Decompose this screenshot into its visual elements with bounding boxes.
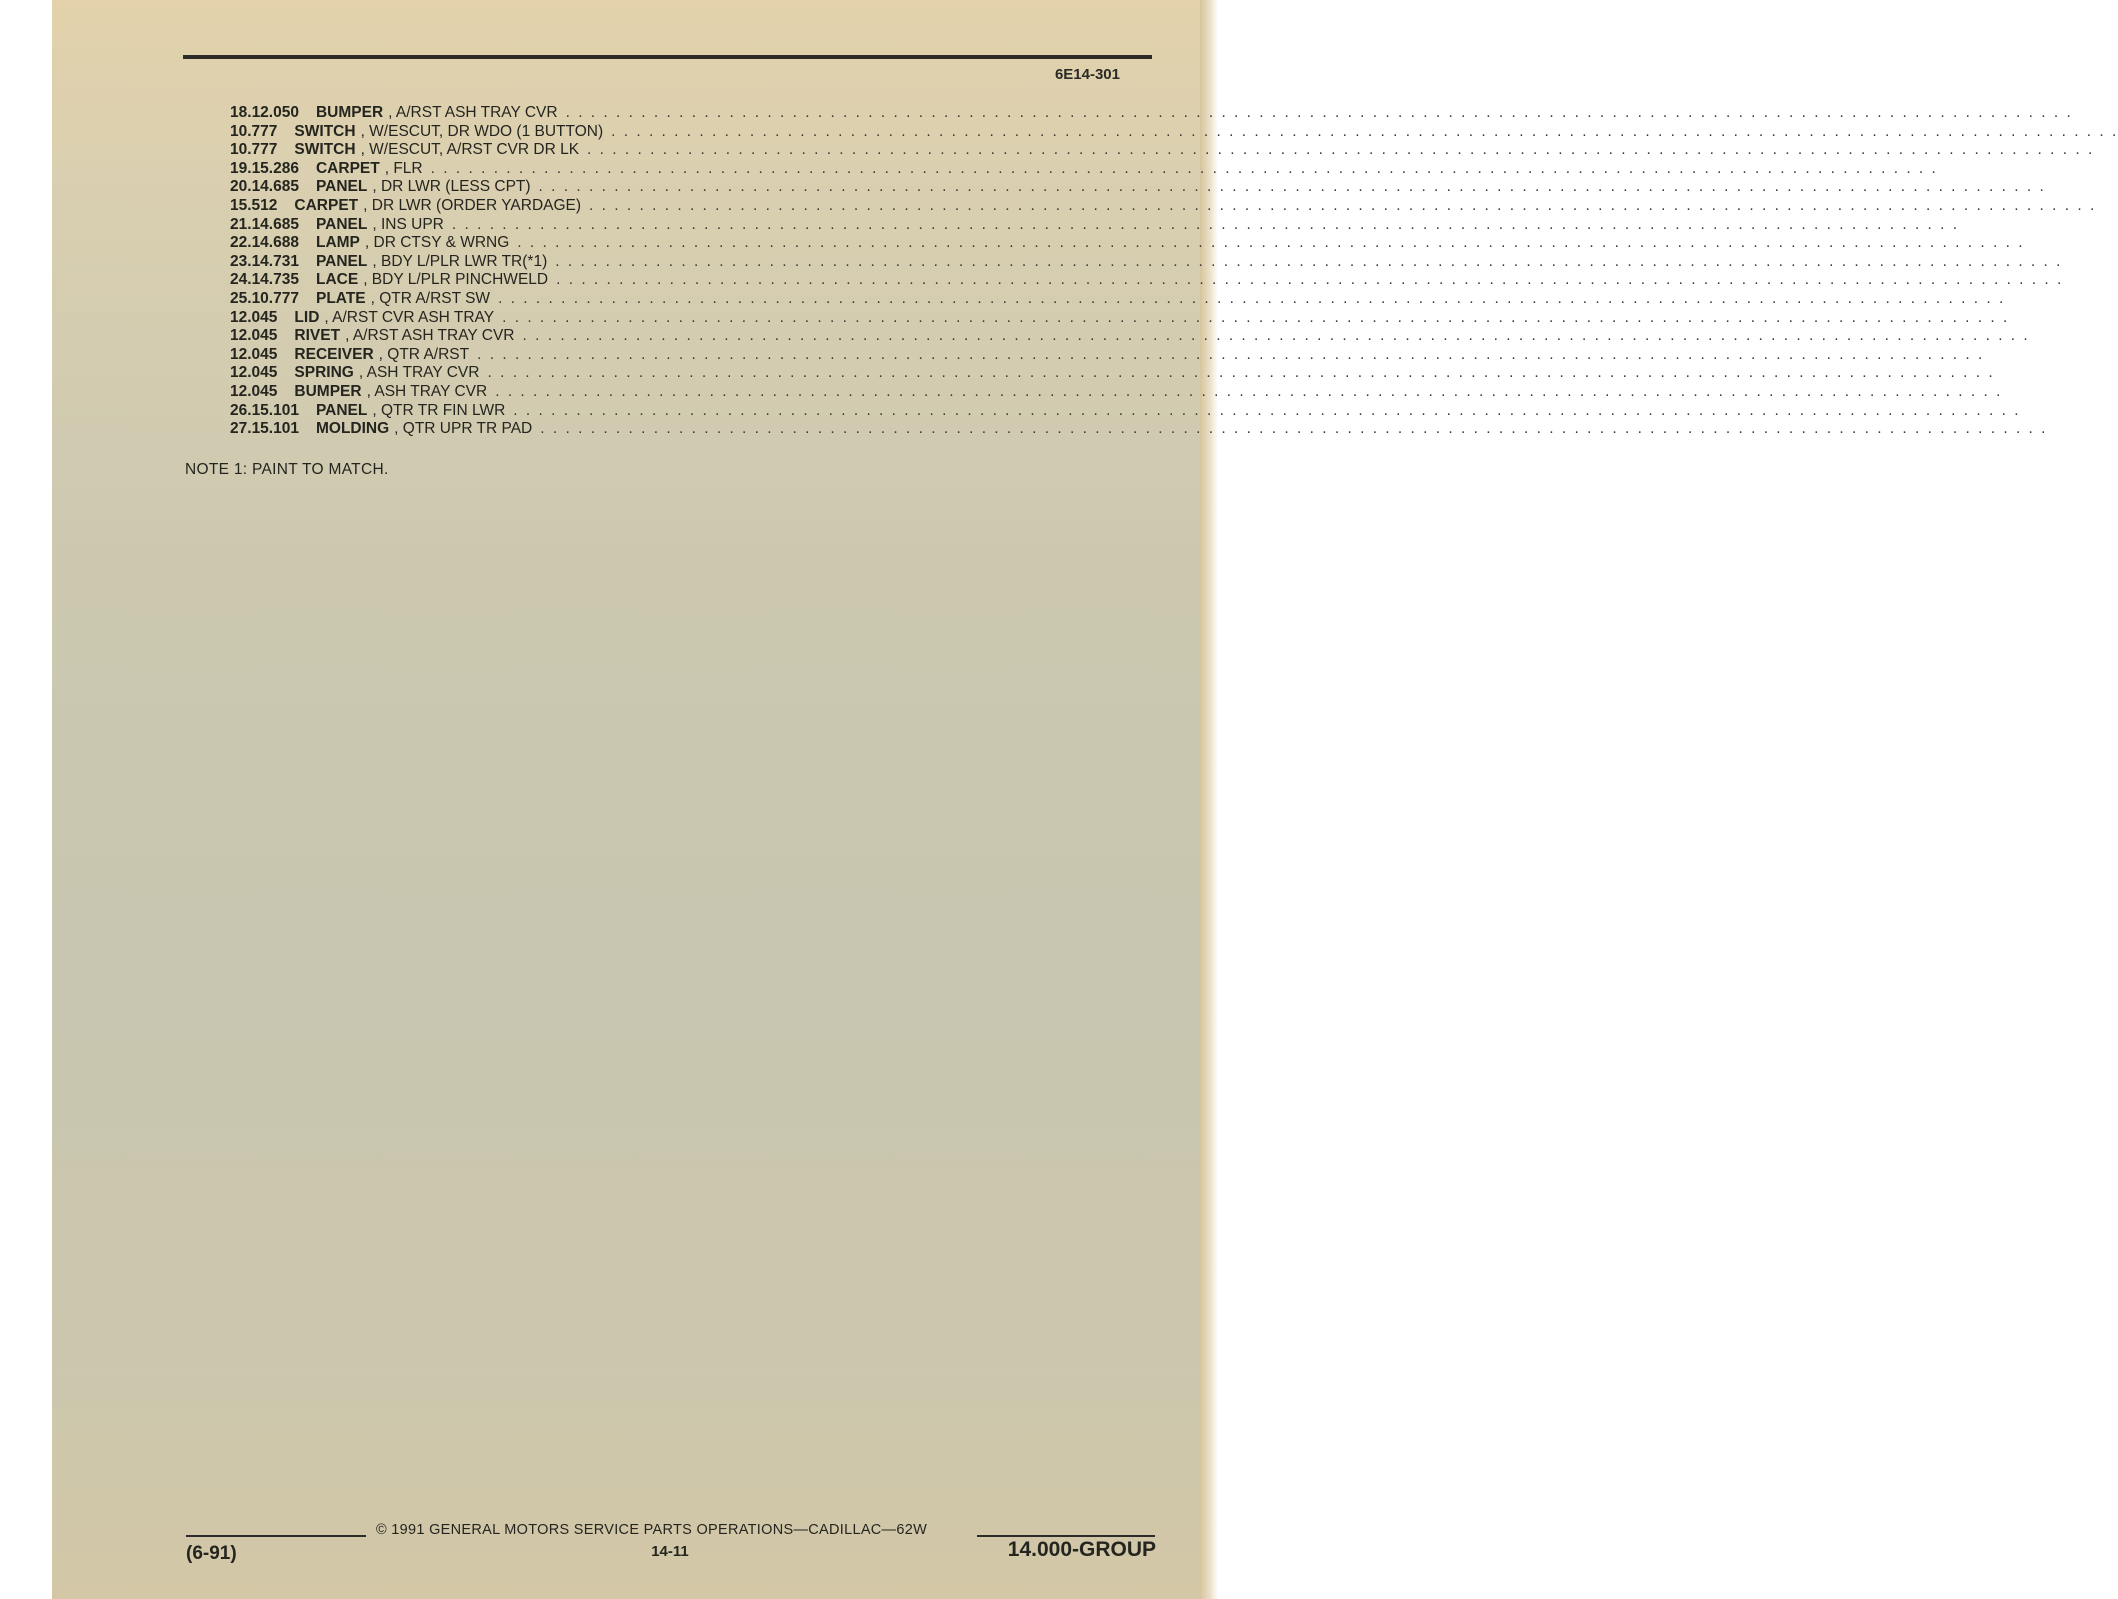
part-number: 22.: [230, 234, 252, 252]
part-row: [230, 289, 2006, 309]
part-row: [230, 308, 2010, 328]
page-code: 6E14-301: [1054, 66, 1120, 83]
part-number: 27.: [230, 420, 252, 438]
part-description: , ASH TRAY CVR: [366, 382, 488, 400]
page-number: 14-11: [651, 1543, 689, 1560]
part-row: [230, 215, 1960, 235]
part-name: RECEIVER: [294, 345, 374, 363]
part-number: 20.: [230, 178, 252, 196]
part-code: 15.101: [251, 401, 299, 419]
date-code: (6-91): [186, 1543, 237, 1564]
part-row: [230, 420, 2048, 439]
part-code: 15.512: [230, 196, 278, 214]
part-description: , BDY L/PLR PINCHWELD: [363, 271, 549, 289]
part-description: , A/RST ASH TRAY CVR: [388, 104, 558, 121]
part-row: [230, 327, 2030, 346]
dot-leader: . . . . . . . . . . . . . . . . . . . . . . . . . . . . . . . . . . . . . . . . . . . . . . . . . . . . . . . . . . . . . . . . . . . . . . . . . . . . . . . . . . . . . . . . . . . . . . . . . . . . . . . . . . . . . . . . . . . . . . . .: [513, 401, 2021, 419]
part-code: 12.045: [230, 364, 278, 382]
part-name: PANEL: [315, 215, 368, 233]
part-row: [230, 196, 2097, 216]
part-name: CARPET: [294, 196, 359, 214]
part-description: , QTR A/RST SW: [370, 289, 491, 307]
part-description: , QTR UPR TR PAD: [394, 420, 533, 438]
part-number: 25.: [230, 289, 252, 307]
part-description: , DR CTSY & WRNG: [364, 234, 510, 252]
dot-leader: . . . . . . . . . . . . . . . . . . . . . . . . . . . . . . . . . . . . . . . . . . . . . . . . . . . . . . . . . . . . . . . . . . . . . . . . . . . . . . . . . . . . . . . . . . . . . . . . . . . . . . . . . . . . . . . . . . . . . . . .: [487, 364, 1995, 382]
part-description: , DR LWR (LESS CPT): [372, 178, 531, 196]
part-code: 14.685: [251, 178, 299, 196]
dot-leader: . . . . . . . . . . . . . . . . . . . . . . . . . . . . . . . . . . . . . . . . . . . . . . . . . . . . . . . . . . . . . . . . . . . . . . . . . . . . . . . . . . . . . . . . . . . . . . . . . . . . . . . . . . . . . . . . . . . . . . . .: [611, 122, 2118, 140]
dot-leader: . . . . . . . . . . . . . . . . . . . . . . . . . . . . . . . . . . . . . . . . . . . . . . . . . . . . . . . . . . . . . . . . . . . . . . . . . . . . . . . . . . . . . . . . . . . . . . . . . . . . . . . . . . . . . . . . . . . . . . . .: [555, 252, 2063, 270]
part-code: 15.101: [251, 420, 299, 438]
dot-leader: . . . . . . . . . . . . . . . . . . . . . . . . . . . . . . . . . . . . . . . . . . . . . . . . . . . . . . . . . . . . . . . . . . . . . . . . . . . . . . . . . . . . . . . . . . . . . . . . . . . . . . . . . . . . . . . . . . . . . . . .: [565, 104, 2073, 121]
part-code: 14.735: [251, 271, 299, 289]
part-description: , INS UPR: [372, 215, 444, 233]
part-name: MOLDING: [315, 420, 390, 438]
part-name: LACE: [315, 271, 359, 289]
part-code: 14.685: [251, 215, 299, 233]
part-code: 12.045: [230, 345, 278, 363]
part-code: 10.777: [230, 141, 278, 159]
dot-leader: . . . . . . . . . . . . . . . . . . . . . . . . . . . . . . . . . . . . . . . . . . . . . . . . . . . . . . . . . . . . . . . . . . . . . . . . . . . . . . . . . . . . . . . . . . . . . . . . . . . . . . . . . . . . . . . . . . . . . . . .: [587, 141, 2095, 159]
part-code: 12.045: [230, 308, 278, 326]
part-description: , W/ESCUT, A/RST CVR DR LK: [360, 141, 580, 159]
part-number: 18.: [230, 104, 252, 121]
part-name: CARPET: [315, 159, 380, 177]
part-description: , QTR A/RST: [378, 345, 470, 363]
part-code: 12.050: [251, 104, 299, 121]
part-name: SPRING: [294, 364, 354, 382]
dot-leader: . . . . . . . . . . . . . . . . . . . . . . . . . . . . . . . . . . . . . . . . . . . . . . . . . . . . . . . . . . . . . . . . . . . . . . . . . . . . . . . . . . . . . . . . . . . . . . . . . . . . . . . . . . . . . . . . . . . . . . . .: [517, 234, 2025, 252]
part-code: 10.777: [251, 289, 299, 307]
dot-leader: . . . . . . . . . . . . . . . . . . . . . . . . . . . . . . . . . . . . . . . . . . . . . . . . . . . . . . . . . . . . . . . . . . . . . . . . . . . . . . . . . . . . . . . . . . . . . . . . . . . . . . . . . . . . . . . . . . . . . . . .: [430, 159, 1938, 177]
part-name: SWITCH: [294, 122, 356, 140]
footer-rule-right: [977, 1535, 1155, 1537]
part-name: PLATE: [315, 289, 366, 307]
dot-leader: . . . . . . . . . . . . . . . . . . . . . . . . . . . . . . . . . . . . . . . . . . . . . . . . . . . . . . . . . . . . . . . . . . . . . . . . . . . . . . . . . . . . . . . . . . . . . . . . . . . . . . . . . . . . . . . . . . . . . . . .: [540, 420, 2048, 438]
part-name: PANEL: [315, 178, 368, 196]
parts-list: [230, 104, 2118, 439]
part-description: , A/RST CVR ASH TRAY: [324, 308, 495, 326]
part-name: PANEL: [315, 252, 368, 270]
part-row: [230, 401, 2021, 421]
dot-leader: . . . . . . . . . . . . . . . . . . . . . . . . . . . . . . . . . . . . . . . . . . . . . . . . . . . . . . . . . . . . . . . . . . . . . . . . . . . . . . . . . . . . . . . . . . . . . . . . . . . . . . . . . . . . . . . . . . . . . . . .: [495, 382, 2003, 400]
dot-leader: . . . . . . . . . . . . . . . . . . . . . . . . . . . . . . . . . . . . . . . . . . . . . . . . . . . . . . . . . . . . . . . . . . . . . . . . . . . . . . . . . . . . . . . . . . . . . . . . . . . . . . . . . . . . . . . . . . . . . . . .: [556, 271, 2064, 289]
part-name: SWITCH: [294, 141, 356, 159]
part-row: [230, 234, 2025, 253]
part-name: LID: [294, 308, 320, 326]
part-code: 12.045: [230, 327, 278, 345]
part-code: 10.777: [230, 122, 278, 140]
part-row: [230, 159, 1938, 179]
part-number: 21.: [230, 215, 252, 233]
part-code: 12.045: [230, 382, 278, 400]
part-row: [230, 345, 1985, 365]
part-number: 24.: [230, 271, 252, 289]
part-code: 15.286: [251, 159, 299, 177]
part-number: 23.: [230, 252, 252, 270]
part-code: 14.688: [251, 234, 299, 252]
dot-leader: . . . . . . . . . . . . . . . . . . . . . . . . . . . . . . . . . . . . . . . . . . . . . . . . . . . . . . . . . . . . . . . . . . . . . . . . . . . . . . . . . . . . . . . . . . . . . . . . . . . . . . . . . . . . . . . . . . . . . . . .: [502, 308, 2010, 326]
note: NOTE 1: PAINT TO MATCH.: [185, 461, 389, 478]
dot-leader: . . . . . . . . . . . . . . . . . . . . . . . . . . . . . . . . . . . . . . . . . . . . . . . . . . . . . . . . . . . . . . . . . . . . . . . . . . . . . . . . . . . . . . . . . . . . . . . . . . . . . . . . . . . . . . . . . . . . . . . .: [477, 345, 1985, 363]
part-row: [230, 141, 2095, 160]
dot-leader: . . . . . . . . . . . . . . . . . . . . . . . . . . . . . . . . . . . . . . . . . . . . . . . . . . . . . . . . . . . . . . . . . . . . . . . . . . . . . . . . . . . . . . . . . . . . . . . . . . . . . . . . . . . . . . . . . . . . . . . .: [498, 289, 2006, 307]
part-name: RIVET: [294, 327, 341, 345]
part-row: [230, 104, 2073, 123]
footer-rule-left: [186, 1535, 366, 1537]
part-row: [230, 364, 1995, 383]
part-description: , A/RST ASH TRAY CVR: [345, 327, 515, 345]
part-description: , DR LWR (ORDER YARDAGE): [363, 196, 582, 214]
part-description: , W/ESCUT, DR WDO (1 BUTTON): [360, 122, 604, 140]
part-number: 19.: [230, 159, 252, 177]
part-row: [230, 178, 2046, 197]
part-name: BUMPER: [315, 104, 384, 121]
part-row: [230, 382, 2003, 402]
dot-leader: . . . . . . . . . . . . . . . . . . . . . . . . . . . . . . . . . . . . . . . . . . . . . . . . . . . . . . . . . . . . . . . . . . . . . . . . . . . . . . . . . . . . . . . . . . . . . . . . . . . . . . . . . . . . . . . . . . . . . . . .: [451, 215, 1960, 233]
part-number: 26.: [230, 401, 252, 419]
part-name: LAMP: [315, 234, 360, 252]
part-code: 14.731: [251, 252, 299, 270]
dot-leader: . . . . . . . . . . . . . . . . . . . . . . . . . . . . . . . . . . . . . . . . . . . . . . . . . . . . . . . . . . . . . . . . . . . . . . . . . . . . . . . . . . . . . . . . . . . . . . . . . . . . . . . . . . . . . . . . . . . . . . . .: [589, 196, 2097, 214]
copyright-line: © 1991 GENERAL MOTORS SERVICE PARTS OPERATIONS—CADILLAC—62W: [376, 1522, 928, 1538]
top-rule: [183, 55, 1152, 59]
part-row: [230, 271, 2064, 290]
group-label: 14.000-GROUP: [1007, 1538, 1156, 1561]
part-row: [230, 122, 2118, 142]
part-name: PANEL: [315, 401, 368, 419]
part-description: , ASH TRAY CVR: [358, 364, 480, 382]
part-name: BUMPER: [294, 382, 362, 400]
part-description: , BDY L/PLR LWR TR(*1): [372, 252, 548, 270]
dot-leader: . . . . . . . . . . . . . . . . . . . . . . . . . . . . . . . . . . . . . . . . . . . . . . . . . . . . . . . . . . . . . . . . . . . . . . . . . . . . . . . . . . . . . . . . . . . . . . . . . . . . . . . . . . . . . . . . . . . . . . . .: [538, 178, 2046, 196]
part-description: , FLR: [384, 159, 423, 177]
part-description: , QTR TR FIN LWR: [372, 401, 506, 419]
part-row: [230, 252, 2063, 272]
dot-leader: . . . . . . . . . . . . . . . . . . . . . . . . . . . . . . . . . . . . . . . . . . . . . . . . . . . . . . . . . . . . . . . . . . . . . . . . . . . . . . . . . . . . . . . . . . . . . . . . . . . . . . . . . . . . . . . . . . . . . . . .: [522, 327, 2030, 345]
